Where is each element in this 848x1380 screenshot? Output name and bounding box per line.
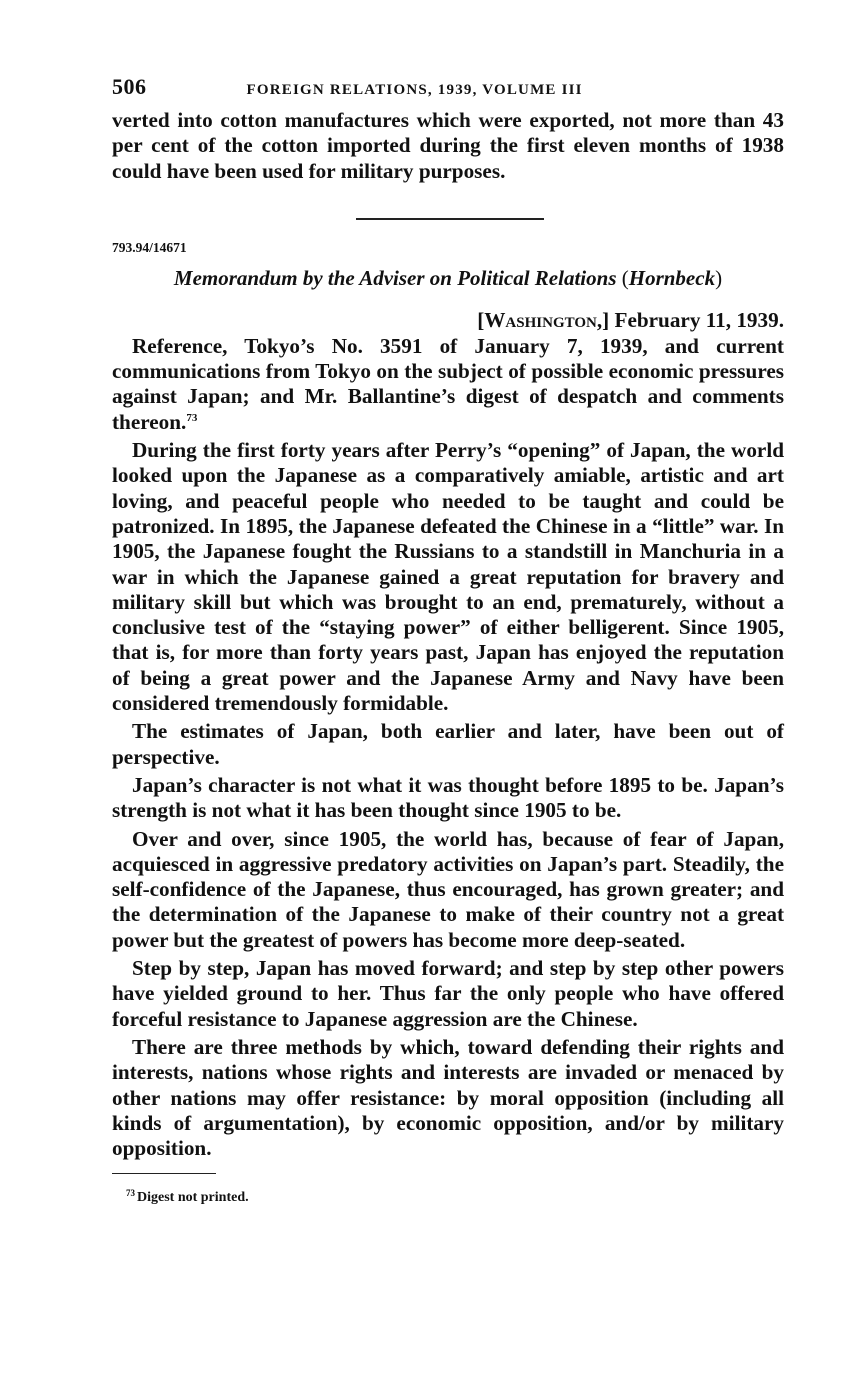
paragraph-1-text: Reference, Tokyo’s No. 3591 of January 7, 1939, and current communications from Tokyo on the subject of possible economic pressures against Japan; and Mr. Ballantine’s digest of despatch and comments thereon. bbox=[112, 333, 784, 434]
paragraph-3: The estimates of Japan, both earlier and later, have been out of perspective. bbox=[112, 719, 784, 769]
dateline-date: February 11, 1939. bbox=[614, 307, 784, 332]
dateline bbox=[112, 306, 784, 334]
title-main: Memorandum by the Adviser on Political Relations bbox=[173, 265, 617, 290]
paragraph-6: Step by step, Japan has moved forward; and step by step other powers have yielded ground to her. Thus far the only people who have offered forceful resistance to Japanese aggression are the Chinese. bbox=[112, 956, 784, 1031]
paragraph-4: Japan’s character is not what it was thought before 1895 to be. Japan’s strength is not what it has been thought since 1905 to be. bbox=[112, 772, 784, 823]
continuation-block bbox=[112, 108, 784, 184]
paragraph-5: Over and over, since 1905, the world has, because of fear of Japan, acquiesced in aggressive predatory activities on Japan’s part. Steadily, the self-confidence of the Japanese, thus encouraged, has grown greater; and the determination of the Japanese to make of their country not a great power but the greatest of powers has become more deep-seated. bbox=[112, 826, 784, 952]
title-close-paren: ) bbox=[715, 265, 723, 290]
memorandum-body bbox=[112, 334, 784, 1162]
continuation-paragraph: verted into cotton manufactures which were exported, not more than 43 per cent of the cotton imported during the first eleven months of 1938 could have been used for military purposes. bbox=[112, 108, 784, 183]
document-page bbox=[112, 74, 784, 1208]
dateline-place: [Washington,] bbox=[477, 307, 610, 332]
running-head: FOREIGN RELATIONS, 1939, VOLUME III bbox=[246, 82, 583, 98]
footnote-rule bbox=[112, 1173, 216, 1174]
title-open-paren: ( bbox=[621, 265, 629, 290]
title-name: Hornbeck bbox=[628, 265, 716, 290]
footnote-text: Digest not printed. bbox=[137, 1190, 249, 1206]
footnote-reference: 73 bbox=[186, 411, 198, 424]
page-header bbox=[112, 74, 784, 108]
document-title bbox=[112, 264, 784, 292]
file-number: 793.94/14671 bbox=[112, 239, 187, 255]
footnote-mark: 73 bbox=[126, 1187, 135, 1198]
paragraph-7: There are three methods by which, toward defending their rights and interests, nations whose rights and interests are invaded or menaced by other nations may offer resistance: by moral opposition (including all kinds of argumentation), by economic opposition, and/or by military opposition. bbox=[112, 1034, 784, 1161]
footnote bbox=[126, 1188, 784, 1208]
paragraph-2: During the first forty years after Perry’s “opening” of Japan, the world looked upon the Japanese as a comparatively amiable, artistic and art loving, and peaceful people who needed to be taught and could be patronized. In 1895, the Japanese defeated the Chinese in a “little” war. In 1905, the Japanese fought the Russians to a standstill in Manchuria in a war in which the Japanese gained a great reputation for bravery and military skill but which was brought to an end, prematurely, without a conclusive test of the “staying power” of either belligerent. Since 1905, that is, for more than forty years past, Japan has enjoyed the reputation of being a great power and the Japanese Army and Navy have been considered tremendously formidable. bbox=[112, 438, 784, 716]
paragraph-1 bbox=[112, 334, 784, 435]
page-number: 506 bbox=[112, 74, 147, 99]
section-divider bbox=[356, 218, 544, 220]
